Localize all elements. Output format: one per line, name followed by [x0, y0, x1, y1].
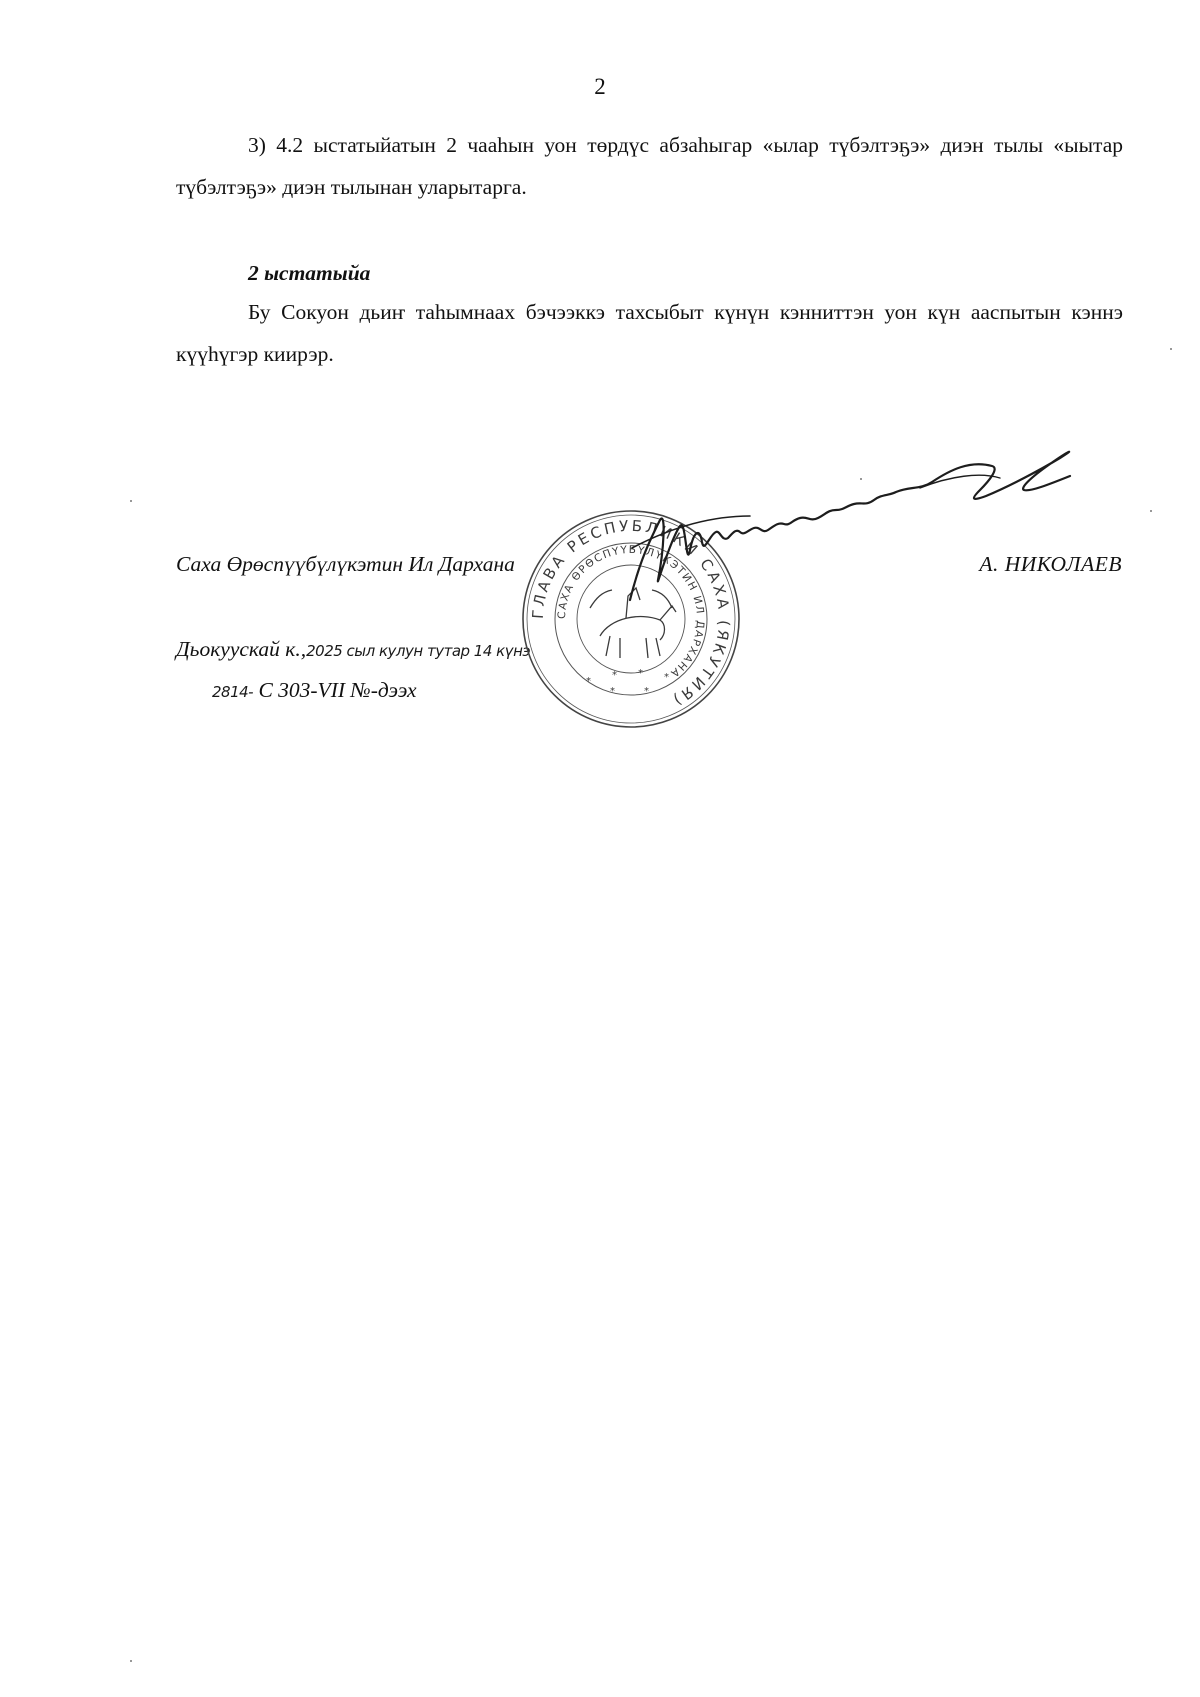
article-2-body	[176, 291, 1123, 375]
paragraph-entry-into-force: Бу Сокуон дьиҥ таһымнаах бэчээккэ тахсыбыт күнүн кэнниттэн уон күн ааспытын кэннэ күүһүгэр киирэр.	[176, 300, 1123, 366]
scan-speck	[130, 500, 132, 502]
svg-text:*: *	[612, 670, 617, 681]
paragraph-amendment: 3) 4.2 ыстатыйатын 2 чааһын уон төрдүс абзаһыгар «ылар түбэлтэҕэ» диэн тылы «ыытар түбэлтэҕэ» диэн тылынан уларытарга.	[176, 133, 1123, 199]
law-registration	[212, 678, 417, 703]
handwritten-number: 2814-	[212, 683, 254, 701]
signatory-name: А. НИКОЛАЕВ	[979, 552, 1122, 576]
svg-text:*: *	[638, 668, 643, 679]
seal-inner-text: САХА ӨРӨСПҮҮБҮЛҮКЭТИН ИЛ ДАРХАНА	[555, 543, 707, 680]
handwritten-date: 2025 сыл кулун тутар 14 күнэ	[306, 642, 531, 660]
scan-speck	[1150, 510, 1152, 512]
place-label: Дьокуускай к.,	[176, 637, 307, 661]
page-number: 2	[594, 74, 606, 99]
scan-speck	[130, 1660, 132, 1662]
signatory-title: Саха Өрөспүүбүлүкэтин Ил Дархана	[176, 552, 515, 576]
svg-text:*: *	[586, 676, 591, 687]
svg-text:*: *	[664, 672, 669, 683]
amendment-item-3	[176, 124, 1123, 208]
scan-speck	[1170, 348, 1172, 350]
handwritten-signature-icon	[620, 430, 1140, 630]
article-heading: 2 ыстатыйа	[248, 261, 371, 285]
law-number: С 303-VII №-дээх	[258, 678, 417, 702]
seal-outer-text: ГЛАВА РЕСПУБЛИКИ САХА (ЯКУТИЯ)	[528, 516, 734, 711]
place-and-date	[176, 637, 530, 662]
scan-speck	[860, 478, 862, 480]
svg-text:*: *	[644, 686, 649, 697]
svg-text:*: *	[610, 686, 615, 697]
